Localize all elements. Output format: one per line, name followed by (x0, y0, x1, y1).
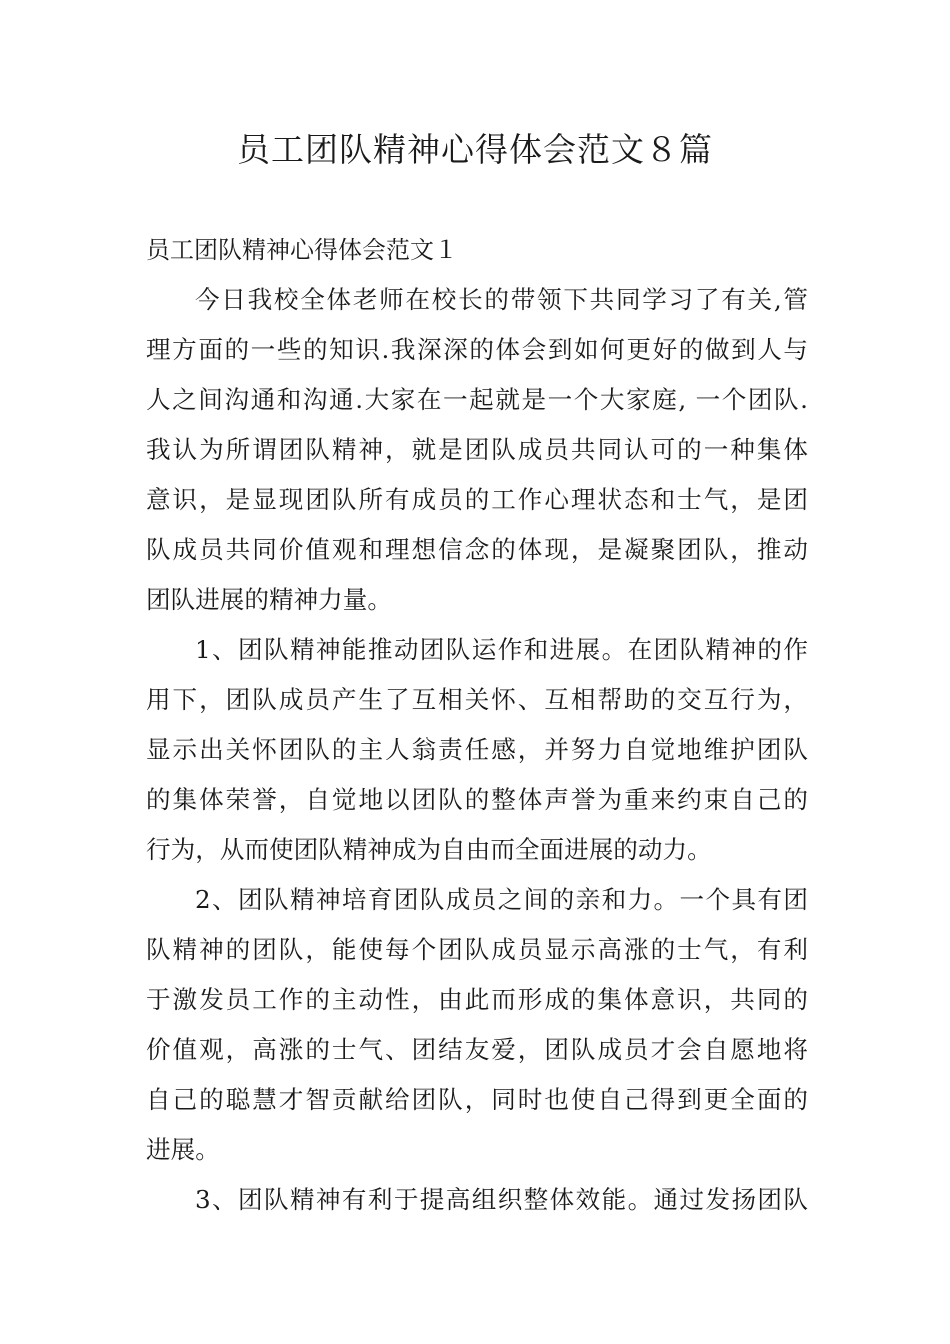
paragraph-line: 意识，是显现团队所有成员的工作心理状态和士气，是团 (146, 485, 808, 514)
paragraph-line: 价值观，高涨的士气、团结友爱，团队成员才会自愿地将 (146, 1035, 808, 1064)
paragraph-line: 2、团队精神培育团队成员之间的亲和力。一个具有团 (195, 885, 808, 914)
paragraph-line: 进展。 (146, 1135, 220, 1164)
document-title: 员工团队精神心得体会范文８篇 (237, 130, 713, 169)
paragraph-line: 显示出关怀团队的主人翁责任感，并努力自觉地维护团队 (146, 735, 808, 764)
paragraph-line: 队成员共同价值观和理想信念的体现，是凝聚团队，推动 (146, 535, 808, 564)
paragraph-line: 3、团队精神有利于提高组织整体效能。通过发扬团队 (195, 1185, 808, 1214)
paragraph-line: 1、团队精神能推动团队运作和进展。在团队精神的作 (195, 635, 808, 664)
paragraph-line: 用下，团队成员产生了互相关怀、互相帮助的交互行为， (146, 685, 808, 714)
paragraph-line: 行为，从而使团队精神成为自由而全面进展的动力。 (146, 835, 712, 864)
paragraph-line: 今日我校全体老师在校长的带领下共同学习了有关,管 (195, 285, 808, 314)
paragraph-line: 团队进展的精神力量。 (146, 585, 392, 614)
paragraph-line: 于激发员工作的主动性，由此而形成的集体意识，共同的 (146, 985, 808, 1014)
paragraph-line: 理方面的一些的知识.我深深的体会到如何更好的做到人与 (146, 335, 808, 364)
paragraph-line: 自己的聪慧才智贡献给团队，同时也使自己得到更全面的 (146, 1085, 808, 1114)
paragraph-line: 我认为所谓团队精神，就是团队成员共同认可的一种集体 (146, 435, 808, 464)
section-heading: 员工团队精神心得体会范文１ (146, 236, 458, 264)
paragraph-line: 人之间沟通和沟通.大家在一起就是一个大家庭, 一个团队. (146, 385, 808, 414)
paragraph-line: 队精神的团队，能使每个团队成员显示高涨的士气，有利 (146, 935, 808, 964)
paragraph-line: 的集体荣誉，自觉地以团队的整体声誉为重来约束自己的 (146, 785, 808, 814)
